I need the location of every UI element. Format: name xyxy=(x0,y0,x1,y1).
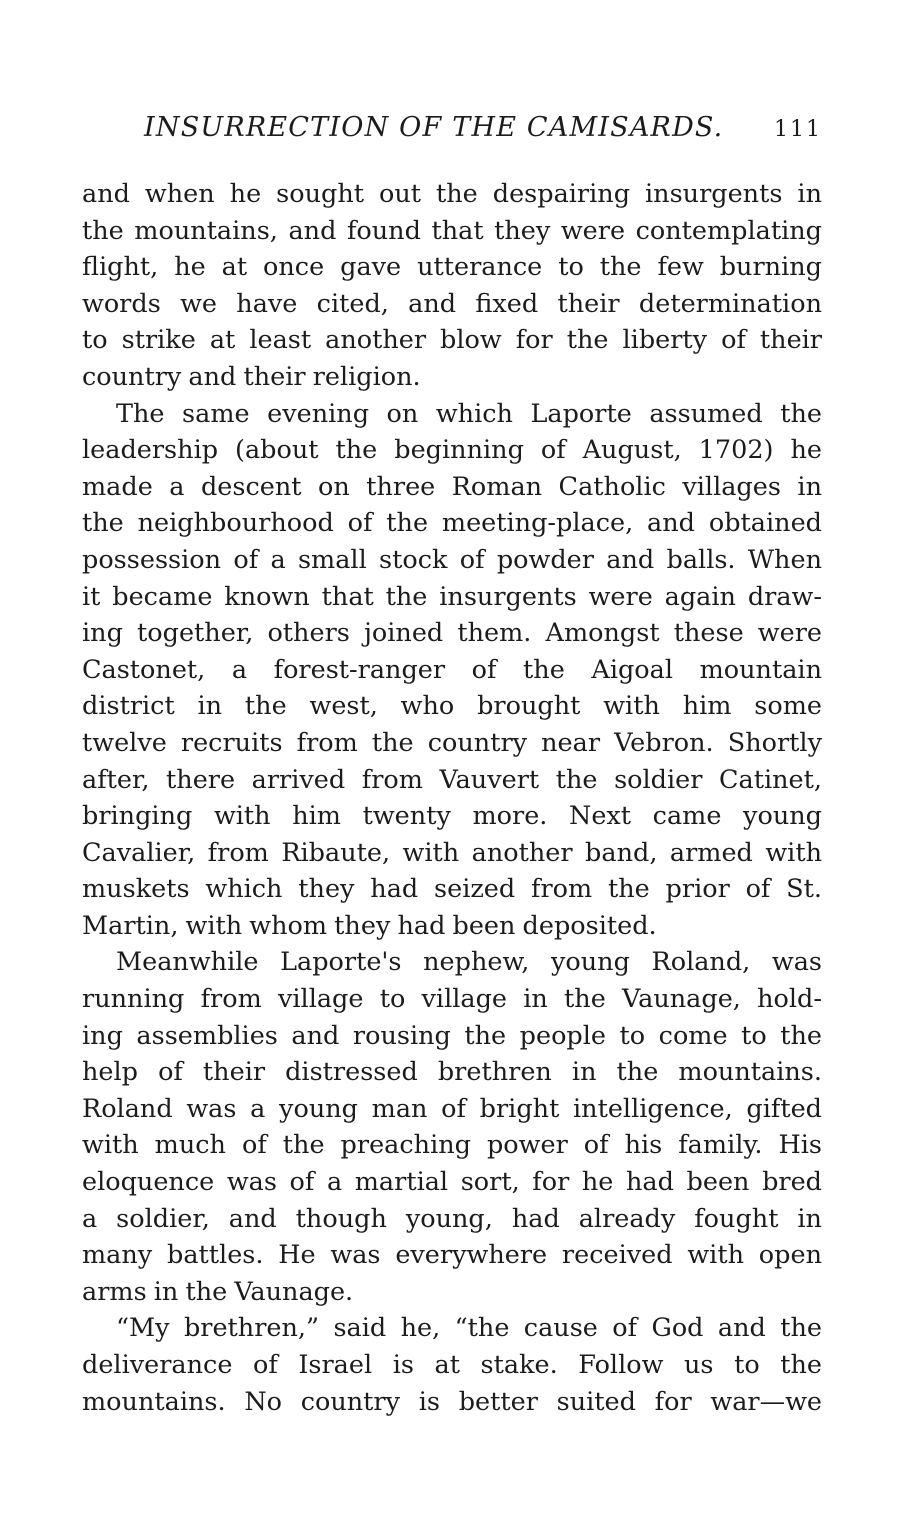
text-line: country and their religion. xyxy=(82,361,421,392)
text-line: twelve recruits from the country near Vebron. Shortly xyxy=(82,727,822,758)
text-line: Roland was a young man of bright intelligence, gifted xyxy=(82,1093,822,1124)
text-line: ing assemblies and rousing the people to come to the xyxy=(82,1020,822,1051)
text-line: Cavalier, from Ribaute, with another band, armed with xyxy=(82,837,822,868)
text-line: made a descent on three Roman Catholic villages in xyxy=(82,471,822,502)
text-line: words we have cited, and fixed their determination xyxy=(82,288,822,319)
text-line: and when he sought out the despairing insurgents in xyxy=(82,179,822,209)
text-line: Martin, with whom they had been deposited. xyxy=(82,910,657,941)
text-line: The same evening on which Laporte assumed the xyxy=(116,398,822,429)
text-line: Castonet, a forest-ranger of the Aigoal mountain xyxy=(82,654,822,685)
text-line: flight, he at once gave utterance to the few burning xyxy=(82,252,822,283)
page-number: 111 xyxy=(774,117,822,142)
text-line: the mountains, and found that they were contemplating xyxy=(82,215,822,246)
text-line: deliverance of Israel is at stake. Follow us to the xyxy=(82,1350,822,1380)
text-line: the neighbourhood of the meeting-place, and obtained xyxy=(82,508,822,539)
text-line: running from village to village in the Vaunage, hold- xyxy=(82,984,822,1015)
text-line: after, there arrived from Vauvert the soldier Catinet, xyxy=(82,764,822,795)
book-page xyxy=(82,112,822,1420)
text-line: leadership (about the beginning of August, 1702) he xyxy=(82,435,822,466)
text-line: a soldier, and though young, had already fought in xyxy=(82,1203,822,1234)
text-line: ing together, others joined them. Amongst these were xyxy=(82,618,822,649)
text-line: muskets which they had seized from the prior of St. xyxy=(82,874,822,905)
text-line: district in the west, who brought with him some xyxy=(82,691,822,722)
running-title: INSURRECTION OF THE CAMISARDS. xyxy=(144,112,724,143)
text-line: possession of a small stock of powder and balls. When xyxy=(82,544,822,575)
text-line: it became known that the insurgents were again draw- xyxy=(82,581,822,612)
text-line: to strike at least another blow for the liberty of their xyxy=(82,325,822,356)
text-line: eloquence was of a martial sort, for he had been bred xyxy=(82,1167,822,1198)
text-line: mountains. No country is better suited for war—we xyxy=(82,1386,822,1417)
text-line: help of their distressed brethren in the mountains. xyxy=(82,1057,822,1088)
text-line: Meanwhile Laporte's nephew, young Roland, was xyxy=(116,947,822,978)
paragraph-1 xyxy=(82,176,822,396)
paragraph-4 xyxy=(82,1310,822,1420)
paragraph-2 xyxy=(82,396,822,945)
text-line: many battles. He was everywhere received with open xyxy=(82,1240,822,1271)
text-line: bringing with him twenty more. Next came young xyxy=(82,801,822,832)
running-head xyxy=(144,112,822,162)
paragraph-3 xyxy=(82,944,822,1310)
text-line: “My brethren,” said he, “the cause of God and the xyxy=(116,1313,822,1344)
text-line: arms in the Vaunage. xyxy=(82,1276,354,1307)
text-line: with much of the preaching power of his family. His xyxy=(82,1130,822,1161)
